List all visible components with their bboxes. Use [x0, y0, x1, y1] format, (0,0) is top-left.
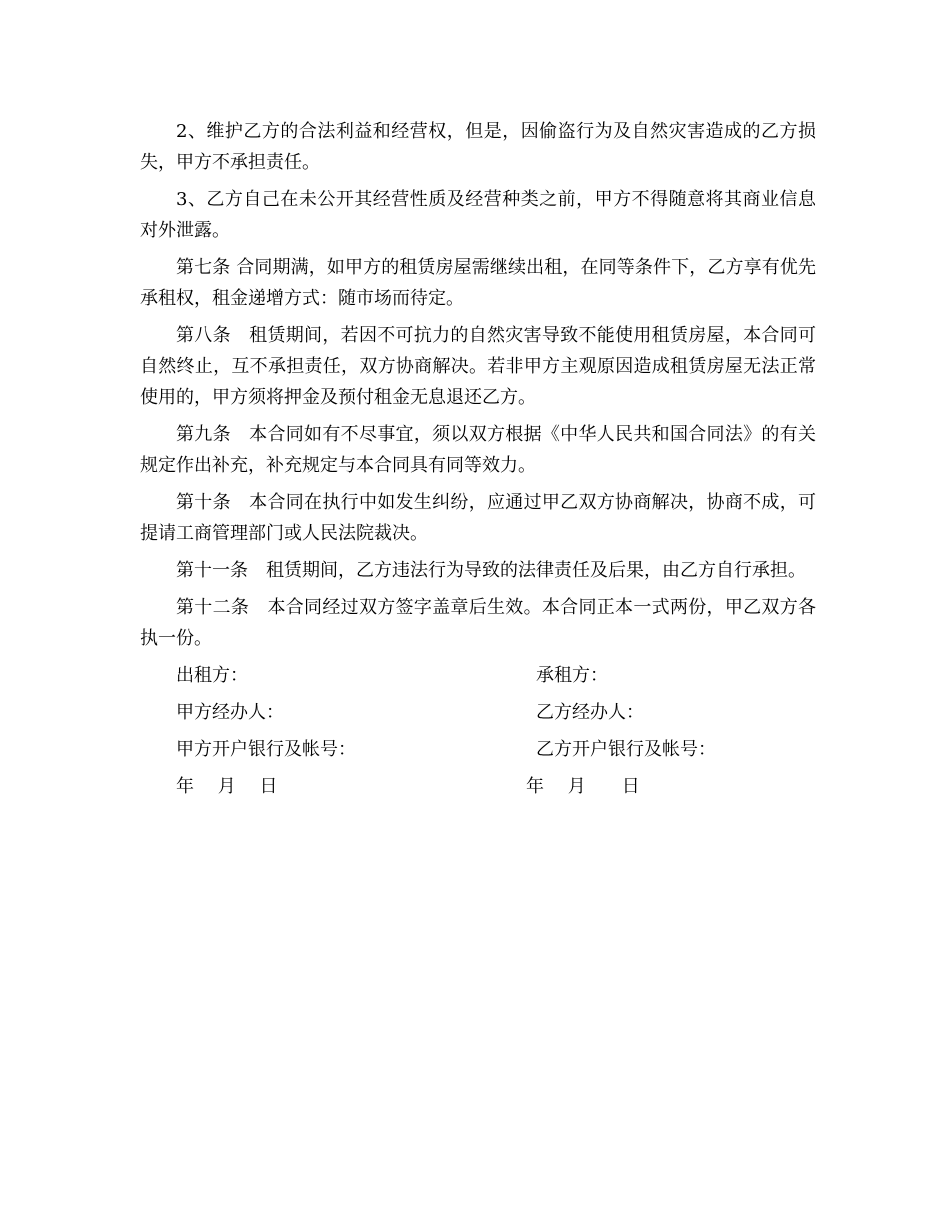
signature-block — [140, 660, 816, 808]
signature-row-agents — [140, 697, 816, 734]
party-b-bank-label: 乙方开户银行及帐号： — [536, 739, 716, 760]
party-b-agent-label: 乙方经办人： — [536, 702, 644, 723]
contract-body — [140, 116, 816, 808]
party-a-bank-label: 甲方开户银行及帐号： — [176, 739, 356, 760]
party-a-date-label: 年 月 日 — [176, 776, 278, 797]
signature-row-parties — [140, 660, 816, 697]
clause-paragraph: 第九条 本合同如有不尽事宜，须以双方根据《中华人民共和国合同法》的有关规定作出补充，补充规定与本合同具有同等效力。 — [140, 424, 816, 476]
party-a-agent-label: 甲方经办人： — [176, 702, 284, 723]
clause-paragraph: 第十二条 本合同经过双方签字盖章后生效。本合同正本一式两份，甲乙双方各执一份。 — [140, 597, 816, 649]
signature-row-banks — [140, 734, 816, 771]
lessor-label: 出租方： — [176, 665, 248, 686]
clause-paragraph: 第十一条 租赁期间，乙方违法行为导致的法律责任及后果，由乙方自行承担。 — [176, 560, 806, 581]
signature-row-dates — [140, 771, 816, 808]
clause-paragraph: 第七条 合同期满，如甲方的租赁房屋需继续出租，在同等条件下，乙方享有优先承租权，租金递增方式：随市场而待定。 — [140, 257, 816, 309]
clause-paragraph: 第八条 租赁期间，若因不可抗力的自然灾害导致不能使用租赁房屋，本合同可自然终止，互不承担责任，双方协商解决。若非甲方主观原因造成租赁房屋无法正常使用的，甲方须将押金及预付租金无息退还乙方。 — [140, 325, 816, 408]
clause-paragraph: 第十条 本合同在执行中如发生纠纷，应通过甲乙双方协商解决，协商不成，可提请工商管理部门或人民法院裁决。 — [140, 492, 816, 544]
party-b-date-label: 年 月 日 — [526, 776, 640, 797]
clause-paragraph: 3、乙方自己在未公开其经营性质及经营种类之前，甲方不得随意将其商业信息对外泄露。 — [140, 189, 816, 241]
lessee-label: 承租方： — [536, 665, 608, 686]
clause-paragraph: 2、维护乙方的合法利益和经营权，但是，因偷盗行为及自然灾害造成的乙方损失，甲方不承担责任。 — [140, 121, 816, 173]
